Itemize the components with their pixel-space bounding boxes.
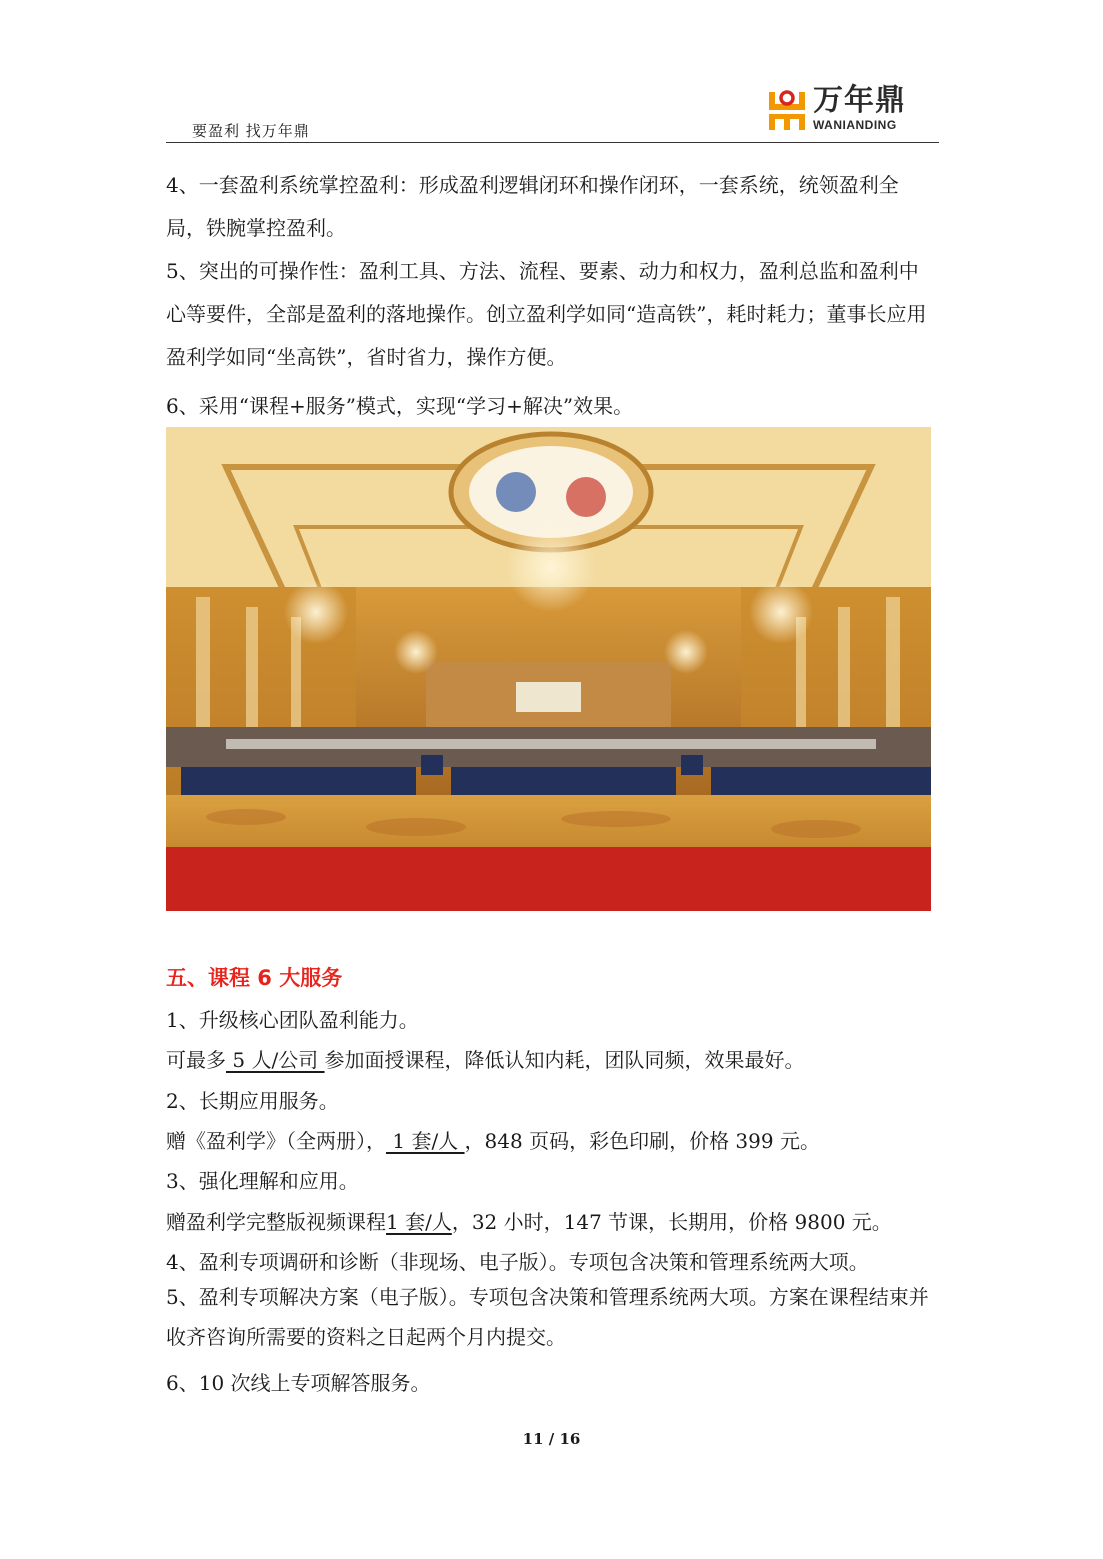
service-item-4: 4、盈利专项调研和诊断（非现场、电子版）。专项包含决策和管理系统两大项。 xyxy=(166,1250,869,1274)
detail-text: ，32 小时，147 节课，长期用，价格 9800 元。 xyxy=(451,1210,892,1234)
paragraph-6: 6、采用“课程+服务”模式，实现“学习+解决”效果。 xyxy=(166,394,634,418)
detail-text: 可最多 xyxy=(166,1048,226,1072)
service-item-3-detail xyxy=(166,1206,892,1235)
detail-text: 赠盈利学完整版视频课程 xyxy=(166,1210,386,1234)
service-item-2-detail xyxy=(166,1125,820,1154)
service-item-3: 3、强化理解和应用。 xyxy=(166,1169,359,1193)
service-item-1-detail xyxy=(166,1044,805,1073)
service-item-1: 1、升级核心团队盈利能力。 xyxy=(166,1008,419,1032)
detail-text: ，848 页码，彩色印刷，价格 399 元。 xyxy=(464,1129,820,1153)
detail-text: 赠《盈利学》（全两册）， xyxy=(166,1129,386,1153)
logo-text: 万年鼎 xyxy=(813,83,906,118)
conference-hall-photo xyxy=(166,427,931,911)
underlined-value: 1 套/人 xyxy=(386,1210,452,1234)
underlined-value: 5 人/公司 xyxy=(226,1048,325,1072)
service-item-6: 6、10 次线上专项解答服务。 xyxy=(166,1371,431,1395)
section-heading: 五、课程 6 大服务 xyxy=(166,966,343,990)
detail-text: 参加面授课程，降低认知内耗，团队同频，效果最好。 xyxy=(324,1048,805,1072)
header-slogan: 要盈利 找万年鼎 xyxy=(192,122,310,140)
company-logo xyxy=(767,84,917,134)
underlined-value: 1 套/人 xyxy=(386,1129,465,1153)
service-item-2: 2、长期应用服务。 xyxy=(166,1089,339,1113)
wanianding-logo-icon xyxy=(767,88,807,132)
logo-subtext: WANIANDING xyxy=(813,118,897,132)
page-header xyxy=(166,80,939,143)
paragraph-5: 5、突出的可操作性：盈利工具、方法、流程、要素、动力和权力，盈利总监和盈利中心等要件，全部是盈利的落地操作。创立盈利学如同“造高铁”，耗时耗力；董事长应用盈利学如同“坐高铁”，省时省力，操作方便。 xyxy=(166,259,927,369)
paragraph-4: 4、一套盈利系统掌控盈利：形成盈利逻辑闭环和操作闭环，一套系统，统领盈利全局，铁腕掌控盈利。 xyxy=(166,173,899,240)
service-item-5: 5、盈利专项解决方案（电子版）。专项包含决策和管理系统两大项。方案在课程结束并收齐咨询所需要的资料之日起两个月内提交。 xyxy=(166,1285,929,1349)
page-number: 11 / 16 xyxy=(522,1430,581,1448)
